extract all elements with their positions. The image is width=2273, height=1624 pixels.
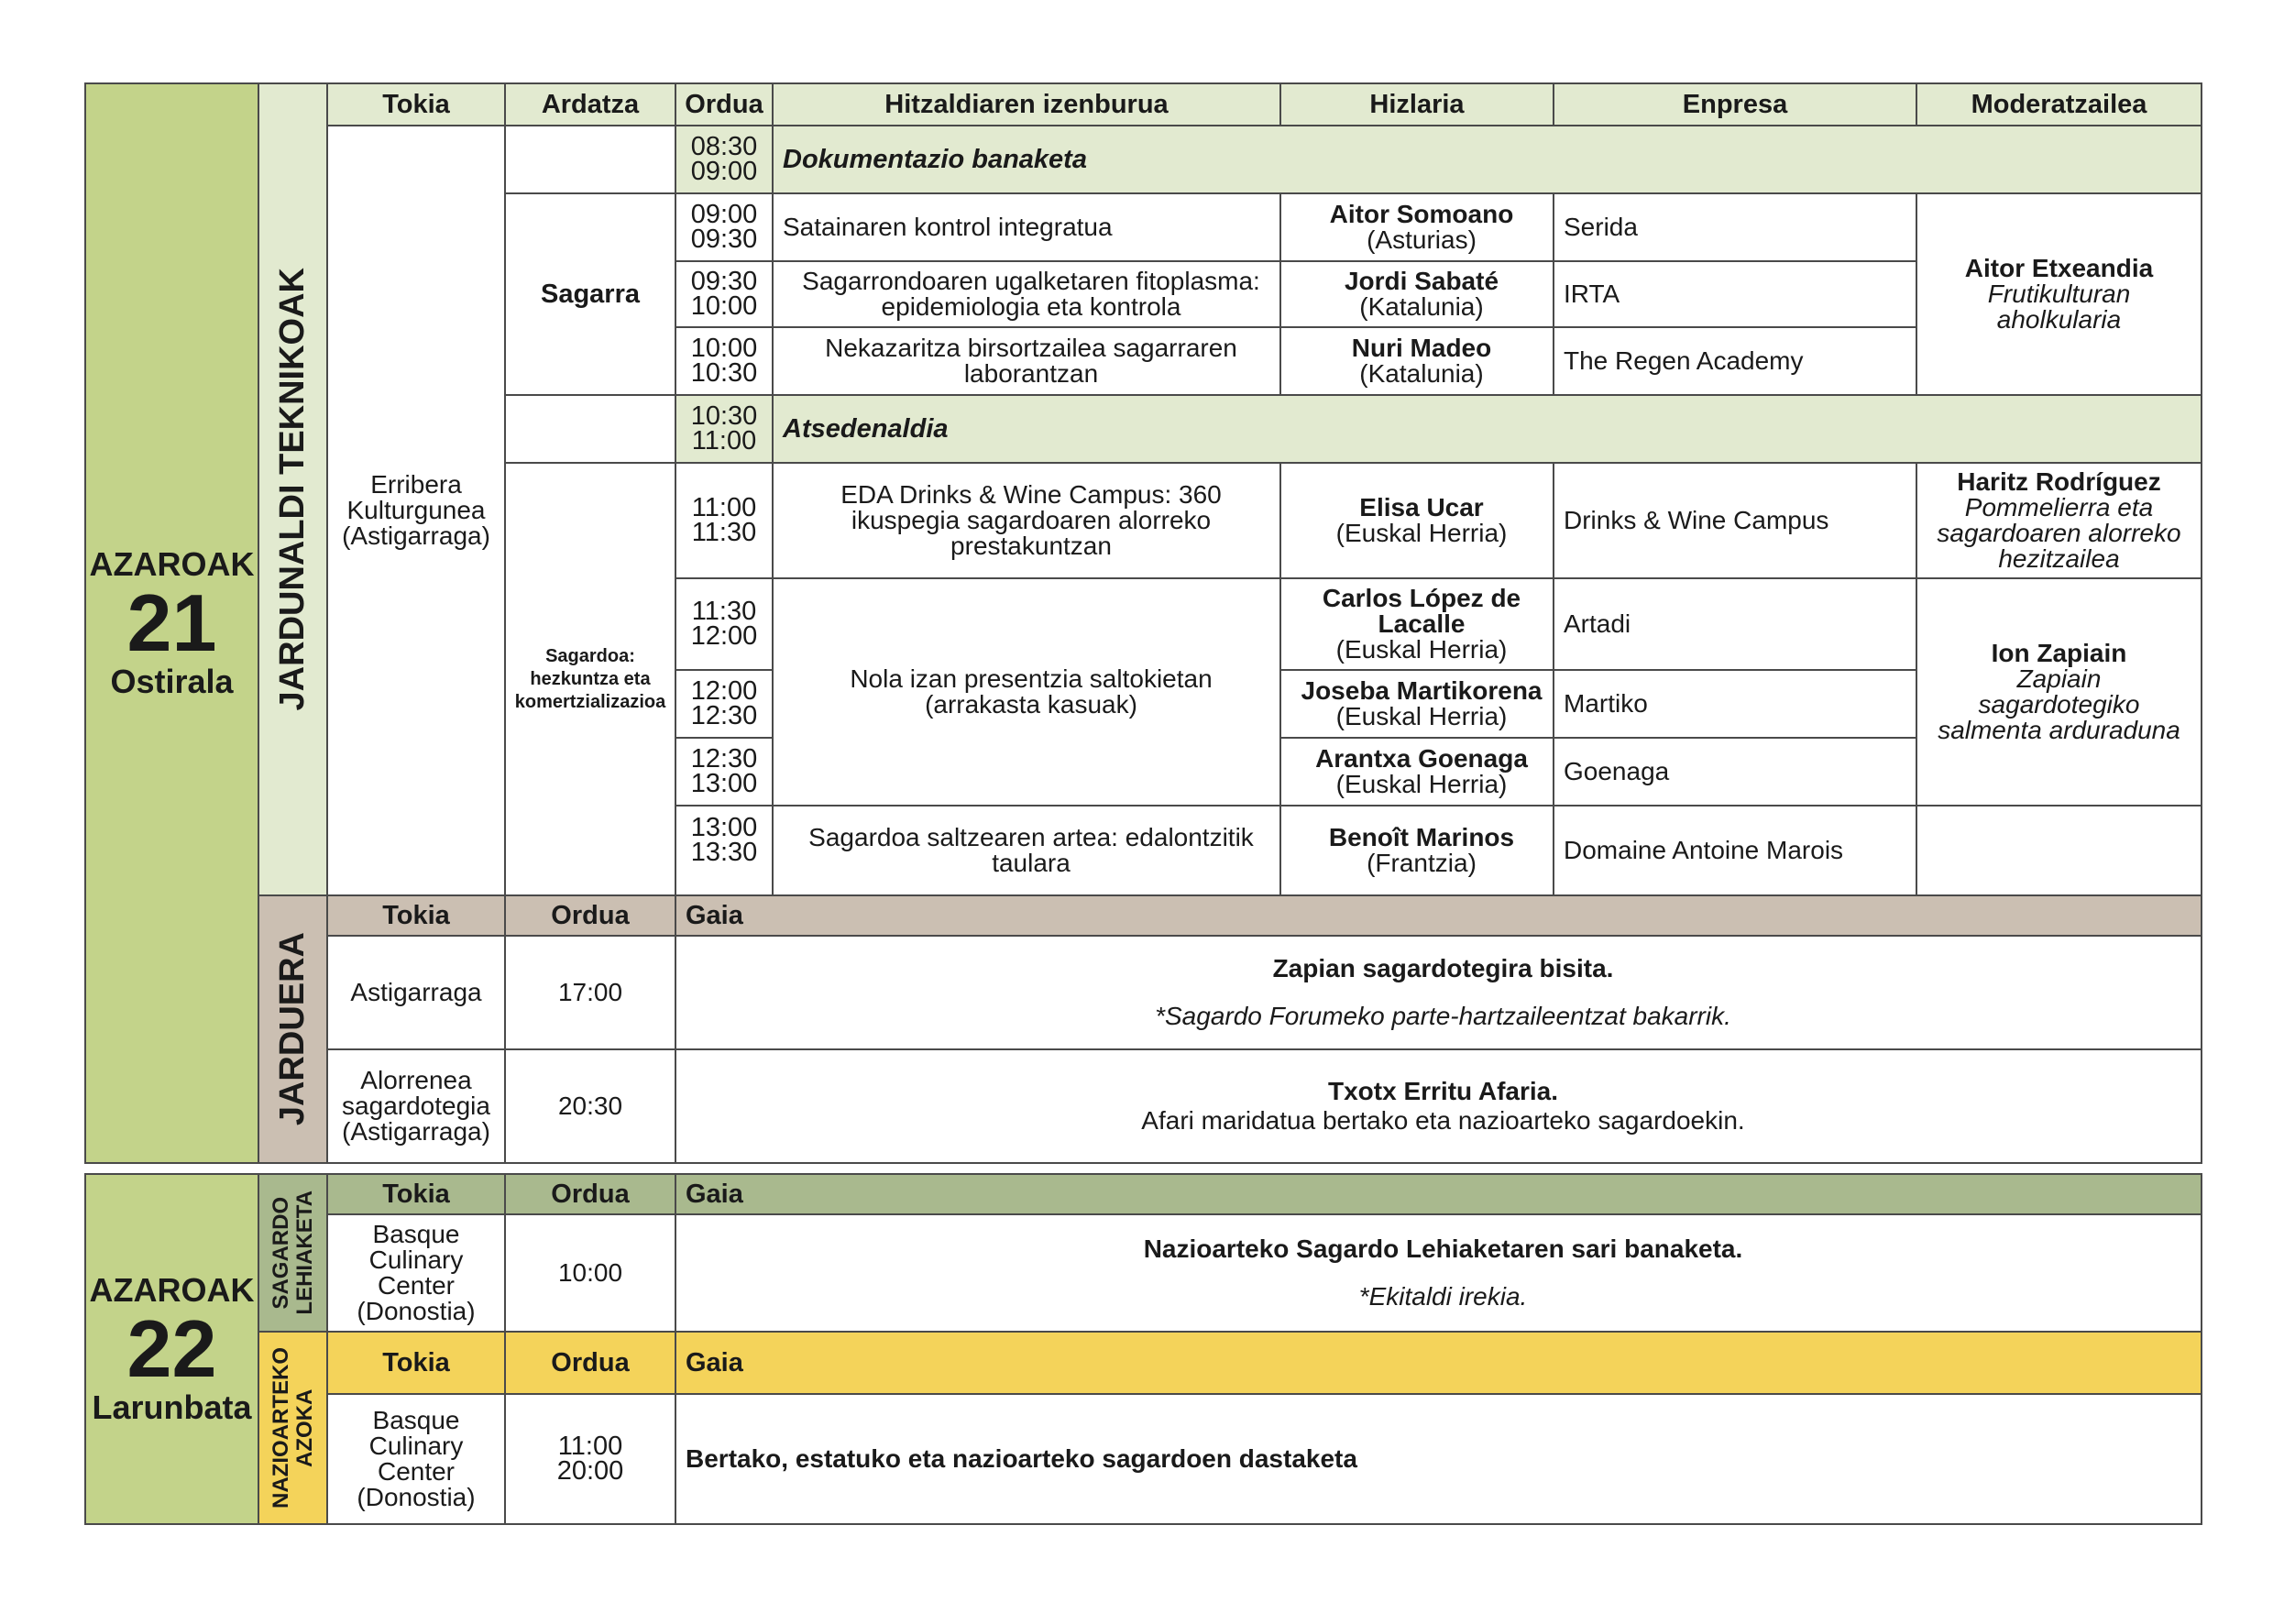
activity-desc: Txotx Erritu Afaria. Afari maridatua bertako eta nazioarteko sagardoekin. <box>675 1048 2202 1164</box>
speaker-cell: Jordi Sabaté (Katalunia) <box>1279 260 1554 328</box>
section-label-fair: NAZIOARTEKO AZOKA <box>258 1331 328 1525</box>
talk-title: EDA Drinks & Wine Campus: 360 ikuspegia sagardoaren alorreko prestakuntzan <box>772 462 1281 579</box>
time-cell: 10:00 10:30 <box>675 326 774 396</box>
day-number: 21 <box>126 577 217 668</box>
header-ordua: Ordua <box>504 894 676 937</box>
activity-time: 17:00 <box>504 935 676 1050</box>
time-cell: 13:00 13:30 <box>675 805 774 896</box>
section-label-contest: SAGARDO LEHIAKETA <box>258 1173 328 1333</box>
header-tokia: Tokia <box>326 82 506 126</box>
moderator-cell: Ion Zapiain Zapiain sagardotegiko salmenta arduraduna <box>1916 577 2202 807</box>
talk-title: Satainaren kontrol integratua <box>772 192 1281 262</box>
company-cell: The Regen Academy <box>1553 326 1917 396</box>
fair-time: 11:00 20:00 <box>504 1393 676 1525</box>
activity-time: 20:30 <box>504 1048 676 1164</box>
speaker-cell: Nuri Madeo (Katalunia) <box>1279 326 1554 396</box>
contest-desc: Nazioarteko Sagardo Lehiaketaren sari banaketa. *Ekitaldi irekia. <box>675 1213 2202 1333</box>
time-cell: 08:30 09:00 <box>675 125 774 194</box>
header-tokia: Tokia <box>326 1173 506 1215</box>
header-gaia: Gaia <box>675 894 2202 937</box>
talk-title-retail: Nola izan presentzia saltokietan (arrakasta kasuak) <box>772 577 1281 807</box>
row-dokumentazio: Dokumentazio banaketa <box>772 125 2202 194</box>
section-label-technical: JARDUNALDI TEKNIKOAK <box>258 82 328 896</box>
company-cell: Martiko <box>1553 669 1917 739</box>
fair-desc: Bertako, estatuko eta nazioarteko sagardoen dastaketa <box>675 1393 2202 1525</box>
company-cell: Domaine Antoine Marois <box>1553 805 1917 896</box>
speaker-cell: Joseba Martikorena (Euskal Herria) <box>1279 669 1554 739</box>
header-enpresa: Enpresa <box>1553 82 1917 126</box>
day-21-label <box>84 82 259 1164</box>
header-gaia: Gaia <box>675 1331 2202 1395</box>
company-cell: Goenaga <box>1553 737 1917 807</box>
moderator-cell: Aitor Etxeandia Frutikulturan aholkularia <box>1916 192 2202 396</box>
time-cell: 12:30 13:00 <box>675 737 774 807</box>
speaker-cell: Elisa Ucar (Euskal Herria) <box>1279 462 1554 579</box>
company-cell: IRTA <box>1553 260 1917 328</box>
time-cell: 09:00 09:30 <box>675 192 774 262</box>
time-cell: 11:00 11:30 <box>675 462 774 579</box>
header-izenburua: Hitzaldiaren izenburua <box>772 82 1281 126</box>
activity-place: Astigarraga <box>326 935 506 1050</box>
day-month: AZAROAK <box>89 545 255 583</box>
contest-time: 10:00 <box>504 1213 676 1333</box>
day-weekday: Larunbata <box>92 1388 252 1426</box>
moderator-cell: Haritz Rodríguez Pommelierra eta sagardoaren alorreko hezitzailea <box>1916 462 2202 579</box>
section-label-activity: JARDUERA <box>258 894 328 1164</box>
header-tokia: Tokia <box>326 1331 506 1395</box>
time-cell: 10:30 11:00 <box>675 394 774 464</box>
day-number: 22 <box>126 1303 217 1394</box>
talk-title: Sagardoa saltzearen artea: edalontzitik taulara <box>772 805 1281 896</box>
day-weekday: Ostirala <box>110 663 234 700</box>
day-month: AZAROAK <box>89 1271 255 1309</box>
activity-place: Alorrenea sagardotegia (Astigarraga) <box>326 1048 506 1164</box>
company-cell: Drinks & Wine Campus <box>1553 462 1917 579</box>
talk-title: Nekazaritza birsortzailea sagarraren laborantzan <box>772 326 1281 396</box>
day-22-label <box>84 1173 259 1525</box>
header-moderatzailea: Moderatzailea <box>1916 82 2202 126</box>
axis-empty-2 <box>504 394 676 464</box>
time-cell: 09:30 10:00 <box>675 260 774 328</box>
header-gaia: Gaia <box>675 1173 2202 1215</box>
talk-title: Sagarrondoaren ugalketaren fitoplasma: epidemiologia eta kontrola <box>772 260 1281 328</box>
row-atsedenaldia: Atsedenaldia <box>772 394 2202 464</box>
axis-empty-1 <box>504 125 676 194</box>
time-cell: 12:00 12:30 <box>675 669 774 739</box>
speaker-cell: Aitor Somoano (Asturias) <box>1279 192 1554 262</box>
speaker-cell: Benoît Marinos (Frantzia) <box>1279 805 1554 896</box>
header-ordua: Ordua <box>504 1331 676 1395</box>
speaker-cell: Carlos López de Lacalle (Euskal Herria) <box>1279 577 1554 671</box>
header-ordua: Ordua <box>504 1173 676 1215</box>
header-tokia: Tokia <box>326 894 506 937</box>
header-ardatza: Ardatza <box>504 82 676 126</box>
company-cell: Artadi <box>1553 577 1917 671</box>
axis-sagardoa: Sagardoa: hezkuntza eta komertzializazioa <box>504 462 676 896</box>
axis-sagarra: Sagarra <box>504 192 676 396</box>
moderator-empty <box>1916 805 2202 896</box>
time-cell: 11:30 12:00 <box>675 577 774 671</box>
company-cell: Serida <box>1553 192 1917 262</box>
fair-place: Basque Culinary Center (Donostia) <box>326 1393 506 1525</box>
header-ordua: Ordua <box>675 82 774 126</box>
speaker-cell: Arantxa Goenaga (Euskal Herria) <box>1279 737 1554 807</box>
location-cell: Erribera Kulturgunea (Astigarraga) <box>326 125 506 896</box>
header-hizlaria: Hizlaria <box>1279 82 1554 126</box>
contest-place: Basque Culinary Center (Donostia) <box>326 1213 506 1333</box>
activity-desc: Zapian sagardotegira bisita. *Sagardo Forumeko parte-hartzaileentzat bakarrik. <box>675 935 2202 1050</box>
